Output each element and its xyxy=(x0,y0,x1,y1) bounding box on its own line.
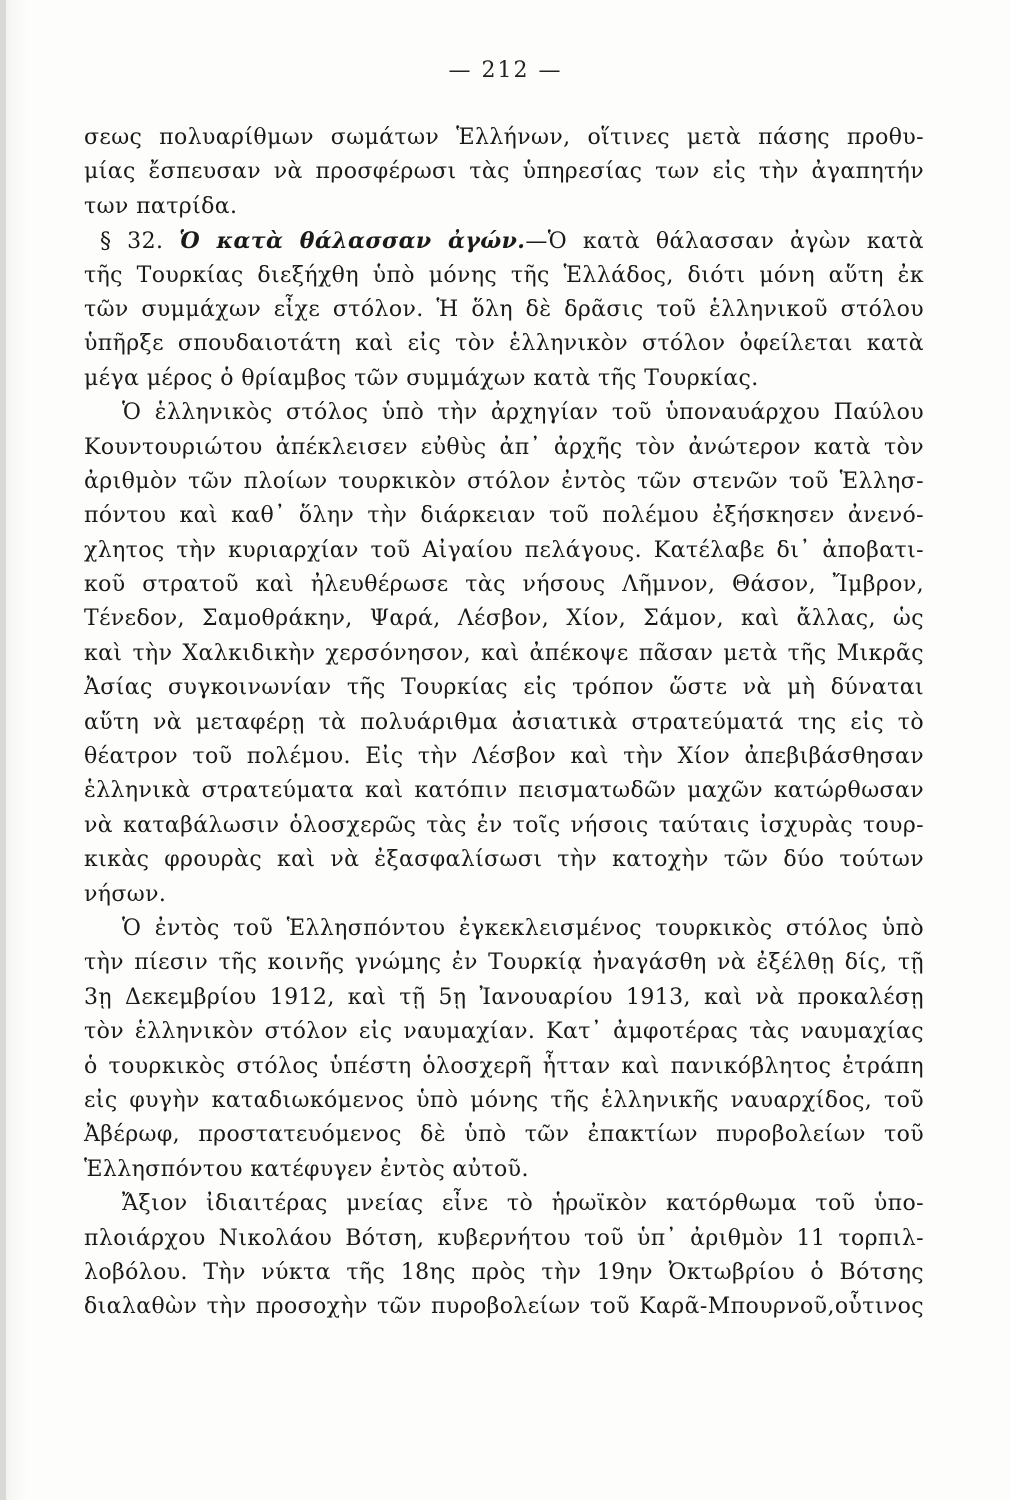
text-line: τῆς Τουρκίας διεξήχθη ὑπὸ μόνης τῆς Ἑλλάδος, διότι μόνη αὕτη ἐκ xyxy=(84,262,924,288)
text-line: Τένεδον, Σαμοθράκην, Ψαρά, Λέσβον, Χίον, Σάμον, καὶ ἄλλας, ὡς xyxy=(84,606,924,632)
text-line: νήσων. xyxy=(84,881,167,907)
text-line: πόντου καὶ καθ᾿ ὅλην τὴν διάρκειαν τοῦ πολέμου ἐξήσκησεν ἀνενό- xyxy=(84,503,924,529)
text-line: εἰς φυγὴν καταδιωκόμενος ὑπὸ μόνης τῆς ἑλληνικῆς ναυαρχίδος, τοῦ xyxy=(84,1087,924,1113)
text-line: νὰ καταβάλωσιν ὁλοσχερῶς τὰς ἐν τοῖς νήσοις ταύταις ἰσχυρὰς τουρ- xyxy=(84,812,924,838)
text-line: Ὁ κατὰ θάλασσαν ἀγὼν κατὰ xyxy=(547,229,924,255)
text-line: Ἑλλησπόντου κατέφυγεν ἐντὸς αὐτοῦ. xyxy=(84,1156,529,1182)
body-text xyxy=(84,121,924,1325)
text-line: αὕτη νὰ μεταφέρῃ τὰ πολυάριθμα ἀσιατικὰ στρατεύματά της εἰς τὸ xyxy=(84,709,924,735)
section-heading-line xyxy=(84,224,924,258)
text-line: ἑλληνικὰ στρατεύματα καὶ κατόπιν πεισματωδῶν μαχῶν κατώρθωσαν xyxy=(84,778,924,804)
page-edge xyxy=(0,0,6,1500)
text-line: χλητος τὴν κυριαρχίαν τοῦ Αἰγαίου πελάγους. Κατέλαβε δι᾿ ἀποβατι- xyxy=(84,537,924,563)
text-line: μίας ἔσπευσαν νὰ προσφέρωσι τὰς ὑπηρεσίας των εἰς τὴν ἀγαπητήν xyxy=(84,159,924,185)
text-line: των πατρίδα. xyxy=(84,193,238,219)
text-line: τὴν πίεσιν τῆς κοινῆς γνώμης ἐν Τουρκίᾳ ἠναγάσθη νὰ ἐξέλθῃ δίς, τῇ xyxy=(84,950,924,976)
page-number: — 212 — xyxy=(448,58,563,83)
text-line: ἀριθμὸν τῶν πλοίων τουρκικὸν στόλον ἐντὸς τῶν στενῶν τοῦ Ἑλλησ- xyxy=(84,468,924,494)
text-line: λοβόλου. Τὴν νύκτα τῆς 18ης πρὸς τὴν 19ην Ὀκτωβρίου ὁ Βότσης xyxy=(84,1259,924,1285)
text-line: καὶ τὴν Χαλκιδικὴν χερσόνησον, καὶ ἀπέκοψε πᾶσαν μετὰ τῆς Μικρᾶς xyxy=(84,640,924,666)
text-line: πλοιάρχου Νικολάου Βότση, κυβερνήτου τοῦ ὑπ᾿ ἀριθμὸν 11 τορπιλ- xyxy=(84,1225,924,1251)
text-line: κικὰς φρουρὰς καὶ νὰ ἐξασφαλίσωσι τὴν κατοχὴν τῶν δύο τούτων xyxy=(84,847,924,873)
text-line: Ἀσίας συγκοινωνίαν τῆς Τουρκίας εἰς τρόπον ὥστε νὰ μὴ δύναται xyxy=(84,675,924,701)
text-line: ὁ τουρκικὸς στόλος ὑπέστη ὁλοσχερῆ ἧτταν καὶ πανικόβλητος ἐτράπη xyxy=(84,1053,924,1079)
text-line: Κουντουριώτου ἀπέκλεισεν εὐθὺς ἀπ᾿ ἀρχῆς τὸν ἀνώτερον κατὰ τὸν xyxy=(84,434,924,460)
text-line: σεως πολυαρίθμων σωμάτων Ἑλλήνων, οἵτινες μετὰ πάσης προθυ- xyxy=(84,125,924,150)
text-line: Ὁ ἐντὸς τοῦ Ἑλλησπόντου ἐγκεκλεισμένος τουρκικὸς στόλος ὑπὸ xyxy=(122,915,924,941)
text-line: τὸν ἑλληνικὸν στόλον εἰς ναυμαχίαν. Κατ᾿ ἀμφοτέρας τὰς ναυμαχίας xyxy=(84,1019,924,1045)
text-line: μέγα μέρος ὁ θρίαμβος τῶν συμμάχων κατὰ τῆς Τουρκίας. xyxy=(84,365,759,391)
text-line: Ἄξιον ἰδιαιτέρας μνείας εἶνε τὸ ἡρωϊκὸν κατόρθωμα τοῦ ὑπο- xyxy=(122,1191,924,1217)
text-line: 3ῃ Δεκεμβρίου 1912, καὶ τῇ 5ῃ Ἰανουαρίου 1913, καὶ νὰ προκαλέσῃ xyxy=(84,984,924,1010)
text-line: κοῦ στρατοῦ καὶ ἠλευθέρωσε τὰς νήσους Λῆμνον, Θάσον, Ἴμβρον, xyxy=(84,572,924,598)
text-line: θέατρον τοῦ πολέμου. Εἰς τὴν Λέσβον καὶ τὴν Χίον ἀπεβιβάσθησαν xyxy=(84,744,924,770)
section-heading: Ὁ κατὰ θάλασσαν ἀγών. xyxy=(179,228,526,255)
em-dash: — xyxy=(525,229,548,255)
text-line: ὑπῆρξε σπουδαιοτάτη καὶ εἰς τὸν ἑλληνικὸν στόλον ὀφείλεται κατὰ xyxy=(84,331,924,357)
text-line: Ὁ ἑλληνικὸς στόλος ὑπὸ τὴν ἀρχηγίαν τοῦ ὑποναυάρχου Παύλου xyxy=(122,400,924,426)
text-line: Ἀβέρωφ, προστατευόμενος δὲ ὑπὸ τῶν ἐπακτίων πυροβολείων τοῦ xyxy=(84,1122,924,1148)
section-number: § 32. xyxy=(100,229,164,255)
text-line: τῶν συμμάχων εἶχε στόλον. Ἡ ὅλη δὲ δρᾶσις τοῦ ἑλληνικοῦ στόλου xyxy=(84,296,924,322)
text-line: διαλαθὼν τὴν προσοχὴν τῶν πυροβολείων τοῦ Καρᾶ-Μπουρνοῦ,οὗτινος xyxy=(84,1294,924,1320)
